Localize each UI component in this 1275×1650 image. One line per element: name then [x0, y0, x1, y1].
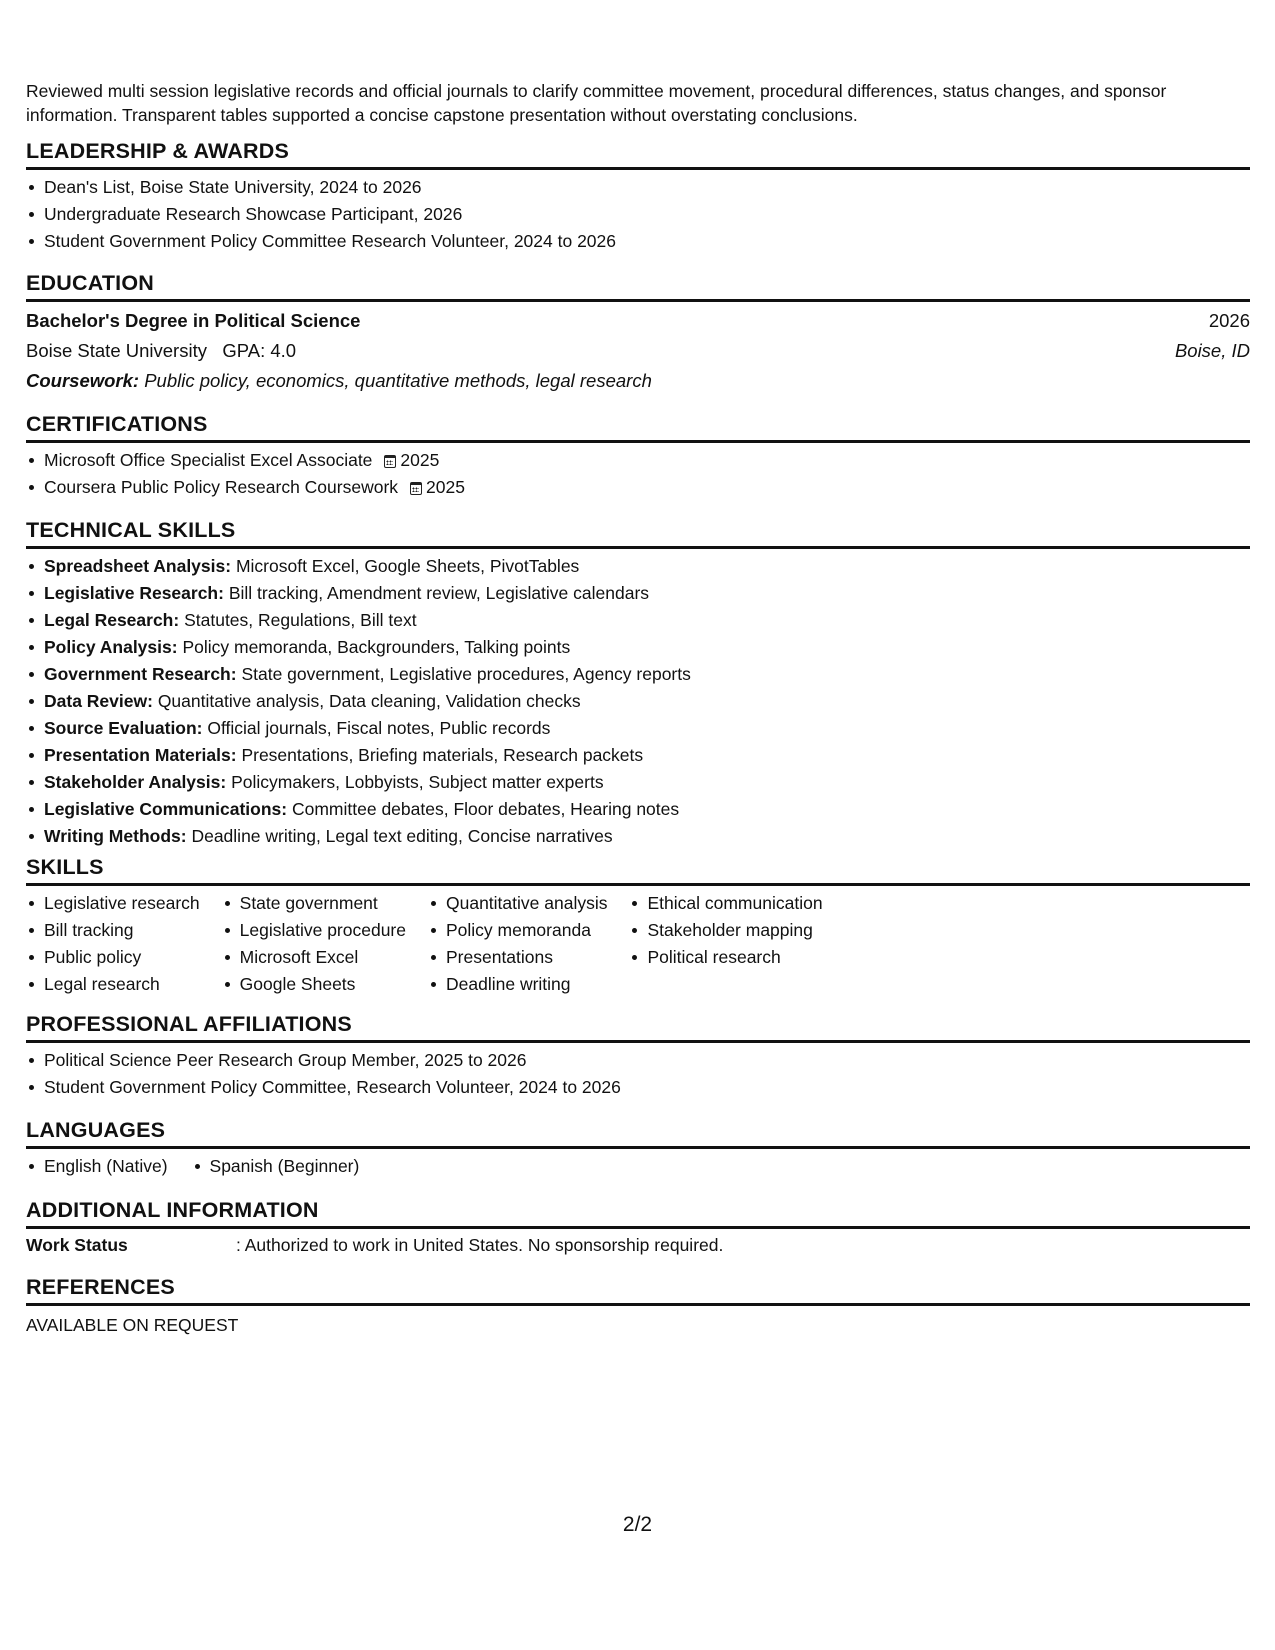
section-divider	[26, 167, 1250, 170]
section-title: TECHNICAL SKILLS	[26, 518, 236, 542]
list-item: Deadline writing	[428, 971, 629, 998]
graduation-year: 2026	[1208, 310, 1250, 331]
list-item: Presentations	[428, 944, 629, 971]
leadership-section	[26, 137, 1250, 255]
skill-values: Official journals, Fiscal notes, Public records	[207, 718, 551, 738]
list-item: Student Government Policy Committee, Research Volunteer, 2024 to 2026	[26, 1074, 1250, 1101]
school-location: Boise, ID	[1174, 340, 1250, 361]
technical-skills-section	[26, 516, 1250, 850]
list-item: Student Government Policy Committee Research Volunteer, 2024 to 2026	[26, 228, 1250, 255]
section-title: EDUCATION	[26, 271, 155, 295]
section-divider	[26, 299, 1250, 302]
languages-section	[26, 1116, 1250, 1180]
coursework-label: Coursework:	[26, 370, 140, 391]
section-title: LEADERSHIP & AWARDS	[26, 139, 290, 163]
list-item	[26, 715, 1250, 742]
skills-column	[629, 890, 844, 998]
coursework: Public policy, economics, quantitative methods, legal research	[144, 370, 652, 391]
list-item: Stakeholder mapping	[629, 917, 844, 944]
skill-category: Writing Methods:	[44, 826, 187, 846]
work-status-label: Work Status	[26, 1235, 128, 1255]
skill-values: Microsoft Excel, Google Sheets, PivotTables	[235, 556, 580, 576]
leadership-list	[26, 174, 1250, 255]
list-item	[26, 447, 1250, 474]
work-status-value: : Authorized to work in United States. No sponsorship required.	[236, 1235, 724, 1255]
certification-year: 2025	[400, 450, 440, 470]
list-item: Google Sheets	[222, 971, 428, 998]
list-item: Legal research	[26, 971, 222, 998]
certifications-list	[26, 447, 1250, 501]
resume-page	[26, 0, 1250, 1650]
skill-category: Source Evaluation:	[44, 718, 203, 738]
section-title: SKILLS	[26, 855, 104, 879]
list-item	[26, 796, 1250, 823]
section-divider	[26, 546, 1250, 549]
skill-category: Stakeholder Analysis:	[44, 772, 227, 792]
list-item	[26, 580, 1250, 607]
skill-values: Committee debates, Floor debates, Hearing notes	[291, 799, 680, 819]
calendar-icon	[410, 482, 422, 495]
affiliations-section	[26, 1010, 1250, 1101]
list-item: Undergraduate Research Showcase Participant, 2026	[26, 201, 1250, 228]
list-item	[26, 661, 1250, 688]
list-item	[26, 474, 1250, 501]
gpa: GPA: 4.0	[222, 340, 297, 361]
list-item: State government	[222, 890, 428, 917]
school-name: Boise State University	[26, 340, 207, 361]
certification-year: 2025	[426, 477, 465, 497]
list-item	[26, 823, 1250, 850]
section-divider	[26, 1146, 1250, 1149]
skill-values: Quantitative analysis, Data cleaning, Validation checks	[157, 691, 581, 711]
list-item	[26, 688, 1250, 715]
list-item: Ethical communication	[629, 890, 844, 917]
section-divider	[26, 1303, 1250, 1306]
certifications-section	[26, 410, 1250, 501]
list-item	[26, 634, 1250, 661]
skill-category: Legislative Research:	[44, 583, 224, 603]
skill-category: Policy Analysis:	[44, 637, 178, 657]
skill-values: Bill tracking, Amendment review, Legislative calendars	[228, 583, 650, 603]
skills-column	[26, 890, 222, 998]
list-item: Bill tracking	[26, 917, 222, 944]
skill-values: Statutes, Regulations, Bill text	[184, 610, 417, 630]
skill-values: Presentations, Briefing materials, Research packets	[241, 745, 644, 765]
project-description: Reviewed multi session legislative records and official journals to clarify committee movement, procedural differences, status changes, and sponsor information. Transparent tables supported a concise capstone presentation without overstating conclusions.	[26, 81, 1167, 125]
list-item	[26, 553, 1250, 580]
skills-section	[26, 853, 1250, 998]
skill-category: Legal Research:	[44, 610, 180, 630]
skill-category: Presentation Materials:	[44, 745, 237, 765]
skill-category: Spreadsheet Analysis:	[44, 556, 232, 576]
affiliations-list	[26, 1047, 1250, 1101]
list-item: Policy memoranda	[428, 917, 629, 944]
certification-name: Microsoft Office Specialist Excel Associate	[44, 450, 373, 470]
skills-column	[428, 890, 629, 998]
skill-values: Policy memoranda, Backgrounders, Talking points	[182, 637, 571, 657]
additional-info-section	[26, 1196, 1250, 1259]
list-item: Microsoft Excel	[222, 944, 428, 971]
skill-values: Deadline writing, Legal text editing, Concise narratives	[191, 826, 613, 846]
education-section	[26, 269, 1250, 396]
references-text: AVAILABLE ON REQUEST	[26, 1315, 239, 1335]
skill-category: Government Research:	[44, 664, 237, 684]
references-section	[26, 1273, 1250, 1339]
certification-name: Coursera Public Policy Research Coursework	[44, 477, 399, 497]
section-title: PROFESSIONAL AFFILIATIONS	[26, 1012, 352, 1036]
languages-list	[26, 1153, 1250, 1180]
degree-title: Bachelor's Degree in Political Science	[26, 310, 361, 331]
section-divider	[26, 440, 1250, 443]
skill-category: Data Review:	[44, 691, 153, 711]
list-item: Quantitative analysis	[428, 890, 629, 917]
skill-values: Policymakers, Lobbyists, Subject matter experts	[231, 772, 604, 792]
list-item	[26, 742, 1250, 769]
list-item: Public policy	[26, 944, 222, 971]
skill-values: State government, Legislative procedures, Agency reports	[241, 664, 691, 684]
section-title: LANGUAGES	[26, 1118, 166, 1142]
section-title: ADDITIONAL INFORMATION	[26, 1198, 319, 1222]
work-status-row	[26, 1231, 1250, 1259]
list-item: Political Science Peer Research Group Member, 2025 to 2026	[26, 1047, 1250, 1074]
page-number: 2/2	[622, 1513, 653, 1536]
list-item: Dean's List, Boise State University, 2024 to 2026	[26, 174, 1250, 201]
list-item	[26, 769, 1250, 796]
section-divider	[26, 1040, 1250, 1043]
skills-grid	[26, 890, 1250, 998]
list-item: Spanish (Beginner)	[192, 1153, 360, 1180]
section-divider	[26, 883, 1250, 886]
list-item: English (Native)	[26, 1153, 168, 1180]
section-title: CERTIFICATIONS	[26, 412, 208, 436]
calendar-icon	[384, 455, 396, 468]
skill-category: Legislative Communications:	[44, 799, 288, 819]
list-item: Political research	[629, 944, 844, 971]
list-item	[26, 607, 1250, 634]
skills-column	[222, 890, 428, 998]
technical-skills-list	[26, 553, 1250, 850]
list-item: Legislative research	[26, 890, 222, 917]
list-item: Legislative procedure	[222, 917, 428, 944]
section-title: REFERENCES	[26, 1275, 175, 1299]
section-divider	[26, 1226, 1250, 1229]
